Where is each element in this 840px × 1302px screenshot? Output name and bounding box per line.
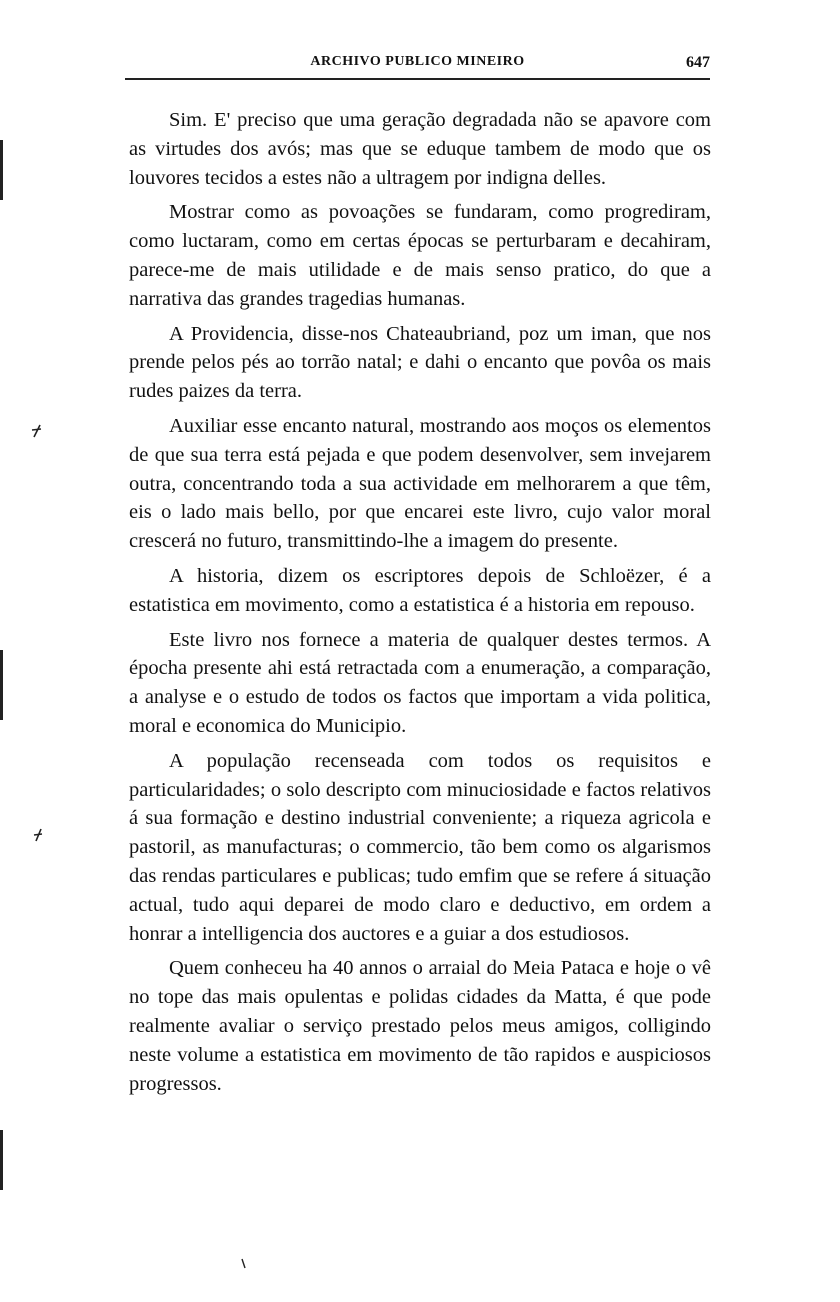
paragraph: Sim. E' preciso que uma geração degradada não se apavore com as virtudes dos avós; mas que se eduque tambem de modo que os louvores tecidos a estes não a ultragem por indigna delles. [129, 109, 711, 189]
stray-mark-icon [30, 424, 42, 438]
page-header [125, 54, 710, 78]
paragraph: Auxiliar esse encanto natural, mostrando aos moços os elementos de que sua terra está pejada e que podem desenvolver, sem invejarem outra, concentrando toda a sua actividade em melhorarem a que têm, eis o lado mais bello, por que encarei este livro, cujo valor moral crescerá no futuro, transmittindo-lhe a imagem do presente. [129, 414, 711, 553]
page-number: 647 [686, 54, 710, 71]
scan-edge-mark [0, 140, 3, 200]
scan-edge-mark [0, 1130, 3, 1190]
paragraph: A população recenseada com todos os requisitos e particularidades; o solo descripto com minuciosidade e factos relativos á sua formação e destino industrial conveniente; a riqueza agricola e pastoril, as manufacturas; o commercio, tão bem como os algarismos das rendas particulares e publicas; tudo emfim que se refere á situação actual, tudo aqui deparei de modo claro e deductivo, em ordem a honrar a intelligencia dos auctores e a guiar a dos estudiosos. [129, 749, 711, 945]
paragraph: A historia, dizem os escriptores depois de Schloëzer, é a estatistica em movimento, como a estatistica é a historia em repouso. [129, 564, 711, 616]
header-rule [125, 78, 710, 80]
stray-mark-icon [32, 828, 44, 842]
paragraph: Quem conheceu ha 40 annos o arraial do Meia Pataca e hoje o vê no tope das mais opulentas e polidas cidades da Matta, é que pode realmente avaliar o serviço prestado pelos meus amigos, colligindo neste volume a estatistica em movimento de tão rapidos e auspiciosos progressos. [129, 957, 711, 1095]
stray-mark-icon [240, 1258, 248, 1270]
paragraph: Este livro nos fornece a materia de qualquer destes termos. A épocha presente ahi está retractada com a enumeração, a comparação, a analyse e o estudo de todos os factos que importam a vida politica, moral e economica do Municipio. [129, 628, 711, 737]
scan-edge-mark [0, 650, 3, 720]
body-text [129, 106, 711, 1104]
paragraph: A Providencia, disse-nos Chateaubriand, poz um iman, que nos prende pelos pés ao torrão natal; e dahi o encanto que povôa os mais rudes paizes da terra. [129, 322, 711, 403]
running-head: ARCHIVO PUBLICO MINEIRO [310, 54, 525, 69]
paragraph: Mostrar como as povoações se fundaram, como progrediram, como luctaram, como em certas épocas se perturbaram e decahiram, parece-me de mais utilidade e de mais senso pratico, do que a narrativa das grandes tragedias humanas. [129, 201, 711, 310]
